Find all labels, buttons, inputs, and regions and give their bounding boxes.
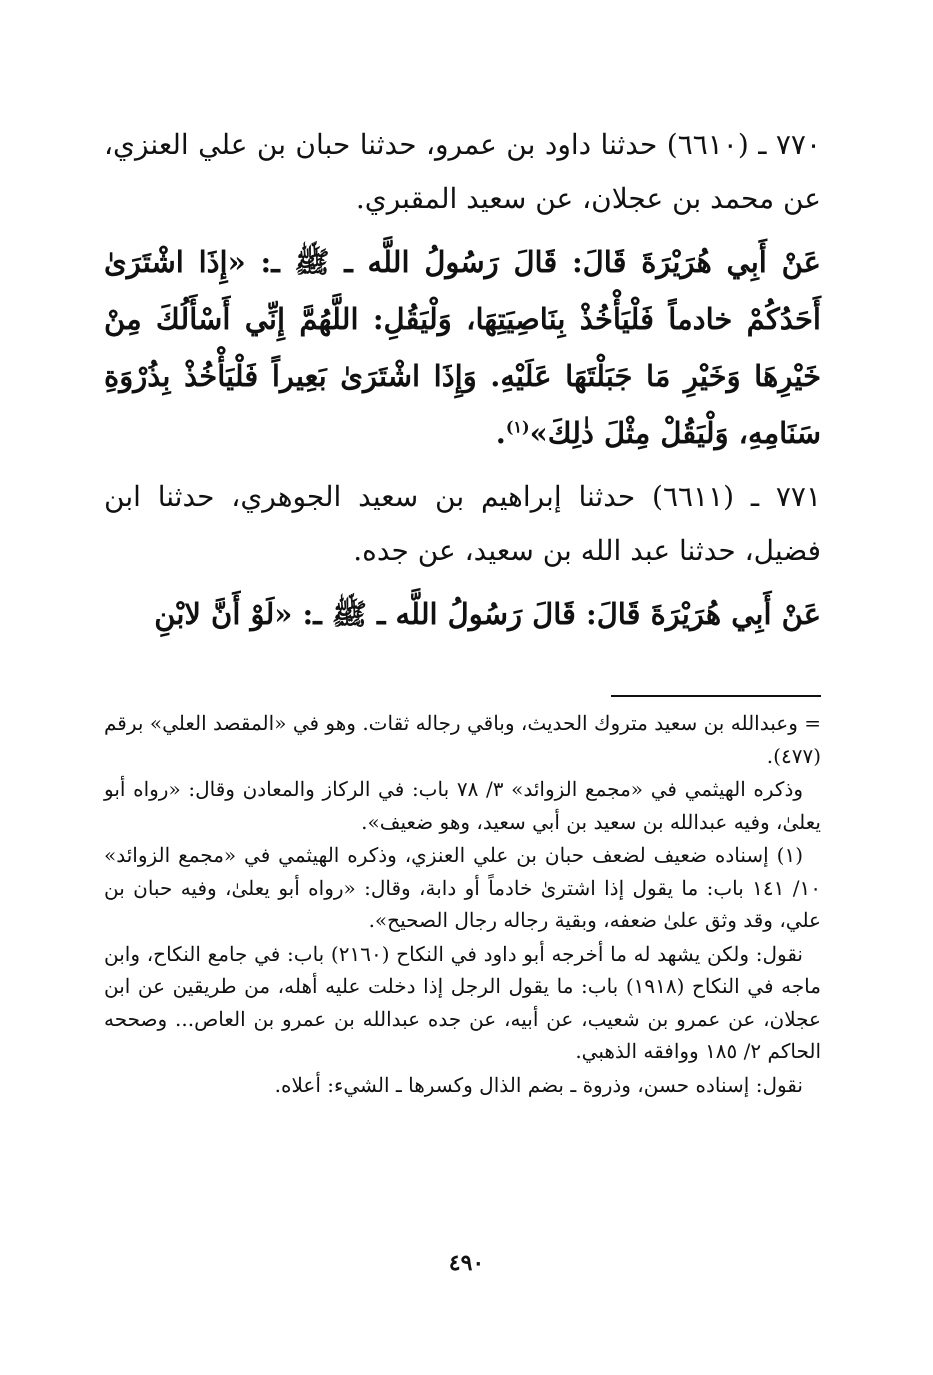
footnote-haythami-1: وذكره الهيثمي في «مجمع الزوائد» ٣/ ٧٨ باب: في الركاز والمعادن وقال: «رواه أبو يعلىٰ، وفيه عبدالله بن سعيد بن أبي سعيد، وهو ضعيف». <box>104 777 821 834</box>
main-text <box>104 118 821 643</box>
footnote-comment-1: نقول: ولكن يشهد له ما أخرجه أبو داود في النكاح (٢١٦٠) باب: في جامع النكاح، وابن ماجه في النكاح (١٩١٨) باب: ما يقول الرجل إذا دخلت عليه أهله، من طريقين عن ابن عجلان، عن عمرو بن شعيب، عن أبيه، عن جده عبدالله بن عمرو بن العاص... وصححه الحاكم ٢/ ١٨٥ ووافقه الذهبي. <box>104 941 821 1063</box>
footnote-1: (١) إسناده ضعيف لضعف حبان بن علي العنزي، وذكره الهيثمي في «مجمع الزوائد» ١٠/ ١٤١ باب: ما يقول إذا اشترىٰ خادماً أو دابة، وقال: «رواه أبو يعلىٰ، وفيه حبان بن علي، وقد وثق علىٰ ضعفه، وبقية رجاله رجال الصحيح». <box>104 843 821 932</box>
footnote-continued: = وعبدالله بن سعيد متروك الحديث، وباقي رجاله ثقات. وهو في «المقصد العلي» برقم (٤٧٧). <box>104 711 821 768</box>
hadith-770-matn <box>104 234 821 462</box>
hadith-771-isnad: ٧٧١ ـ (٦٦١١) حدثنا إبراهيم بن سعيد الجوهري، حدثنا ابن فضيل، حدثنا عبد الله بن سعيد، عن جده. <box>104 480 822 567</box>
hadith-771-matn: عَنْ أَبِي هُرَيْرَةَ قَالَ: قَالَ رَسُولُ اللَّه ـ ﷺ ـ: «لَوْ أَنَّ لابْنِ <box>154 597 821 631</box>
hadith-770-text: عَنْ أَبِي هُرَيْرَةَ قَالَ: قَالَ رَسُولُ اللَّه ـ ﷺ ـ: «إِذَا اشْتَرَىٰ أَحَدُكُمْ خادماً فَلْيَأْخُذْ بِنَاصِيَتِهَا، وَلْيَقُلِ: اللَّهُمَّ إِنِّي أَسْأَلُكَ مِنْ خَيْرِهَا وَخَيْرِ مَا جَبَلْتَهَا عَلَيْهِ. وَإِذَا اشْتَرَىٰ بَعِيراً فَلْيَأْخُذْ بِذُرْوَةِ سَنَامِهِ، وَلْيَقُلْ مِثْلَ ذٰلِكَ» <box>104 245 821 450</box>
page-number: ٤٩٠ <box>448 1250 485 1276</box>
footnote-marker: (١) <box>505 417 530 437</box>
footnotes <box>104 707 821 1101</box>
end-mark: . <box>495 416 506 450</box>
hadith-770-isnad: ٧٧٠ ـ (٦٦١٠) حدثنا داود بن عمرو، حدثنا حبان بن علي العنزي، عن محمد بن عجلان، عن سعيد المقبري. <box>104 128 821 215</box>
footnote-comment-2: نقول: إسناده حسن، وذروة ـ بضم الذال وكسرها ـ الشيء: أعلاه. <box>274 1072 803 1097</box>
footnote-divider <box>611 695 821 697</box>
